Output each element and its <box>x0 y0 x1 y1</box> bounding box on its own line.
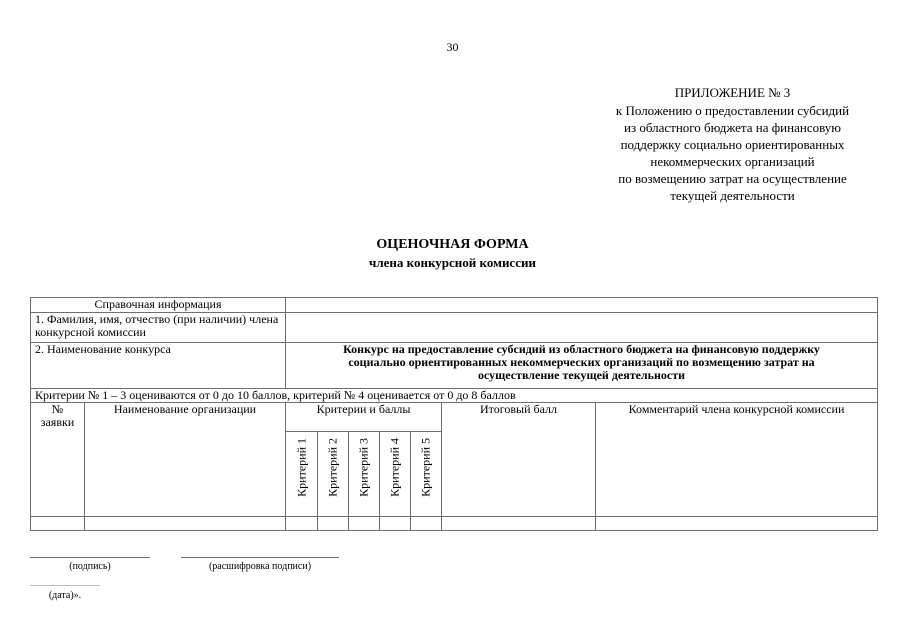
criterion-header-2 <box>318 432 349 517</box>
form-title <box>0 236 905 271</box>
member-name-value[interactable] <box>286 313 878 343</box>
column-header-criteria-scores: Критерии и баллы <box>286 403 442 432</box>
appendix-heading: ПРИЛОЖЕНИЕ № 3 <box>674 85 791 100</box>
table-row <box>31 517 878 531</box>
cell-criterion-5[interactable] <box>411 517 442 531</box>
appendix-line: к Положению о предоставлении субсидий <box>615 103 850 118</box>
criterion-label: Критерий 4 <box>387 438 402 497</box>
date-line[interactable] <box>30 585 100 586</box>
column-header-total: Итоговый балл <box>442 403 596 517</box>
criterion-header-4 <box>380 432 411 517</box>
criteria-note: Критерии № 1 – 3 оцениваются от 0 до 10 баллов, критерий № 4 оценивается от 0 до 8 баллов <box>31 389 878 403</box>
signature-decode-line[interactable] <box>181 557 339 558</box>
signature-decode-caption: (расшифровка подписи) <box>208 561 312 572</box>
form-title-main: ОЦЕНОЧНАЯ ФОРМА <box>376 237 529 252</box>
criterion-label: Критерий 1 <box>294 438 308 497</box>
cell-comment[interactable] <box>596 517 878 531</box>
cell-org-name[interactable] <box>85 517 286 531</box>
column-header-comment: Комментарий члена конкурсной комиссии <box>596 403 878 517</box>
column-header-app-no: № заявки <box>31 403 85 517</box>
appendix-line: из областного бюджета на финансовую <box>624 120 841 135</box>
criterion-label: Критерий 2 <box>325 438 340 497</box>
cell-app-no[interactable] <box>31 517 85 531</box>
signature-caption: (подпись) <box>69 561 111 572</box>
criterion-header-5 <box>411 432 442 517</box>
appendix-line: текущей деятельности <box>670 188 795 203</box>
appendix-line: по возмещению затрат на осуществление <box>618 171 847 186</box>
cell-criterion-3[interactable] <box>349 517 380 531</box>
cell-criterion-1[interactable] <box>286 517 318 531</box>
column-header-org-name: Наименование организации <box>85 403 286 517</box>
criterion-header-3 <box>349 432 380 517</box>
reference-info-value[interactable] <box>286 298 878 313</box>
appendix-block <box>580 84 885 204</box>
contest-name-value: Конкурс на предоставление субсидий из областного бюджета на финансовую поддержку социально ориентированных некоммерческих организаций по возмещению затрат на осуществление текущей деятельности <box>286 343 878 389</box>
evaluation-form-table <box>30 297 878 531</box>
criterion-header-1 <box>286 432 318 517</box>
criterion-label: Критерий 3 <box>356 438 371 497</box>
form-title-sub: члена конкурсной комиссии <box>369 255 536 270</box>
contest-name-label: 2. Наименование конкурса <box>31 343 286 389</box>
cell-criterion-2[interactable] <box>318 517 349 531</box>
appendix-line: поддержку социально ориентированных <box>620 137 845 152</box>
criterion-label: Критерий 5 <box>418 438 433 497</box>
member-name-label: 1. Фамилия, имя, отчество (при наличии) члена конкурсной комиссии <box>31 313 286 343</box>
signature-line[interactable] <box>30 557 150 558</box>
page-number: 30 <box>446 40 459 54</box>
appendix-line: некоммерческих организаций <box>650 154 815 169</box>
reference-info-label: Справочная информация <box>31 298 286 313</box>
date-caption: (дата)». <box>48 590 82 601</box>
cell-criterion-4[interactable] <box>380 517 411 531</box>
cell-total[interactable] <box>442 517 596 531</box>
